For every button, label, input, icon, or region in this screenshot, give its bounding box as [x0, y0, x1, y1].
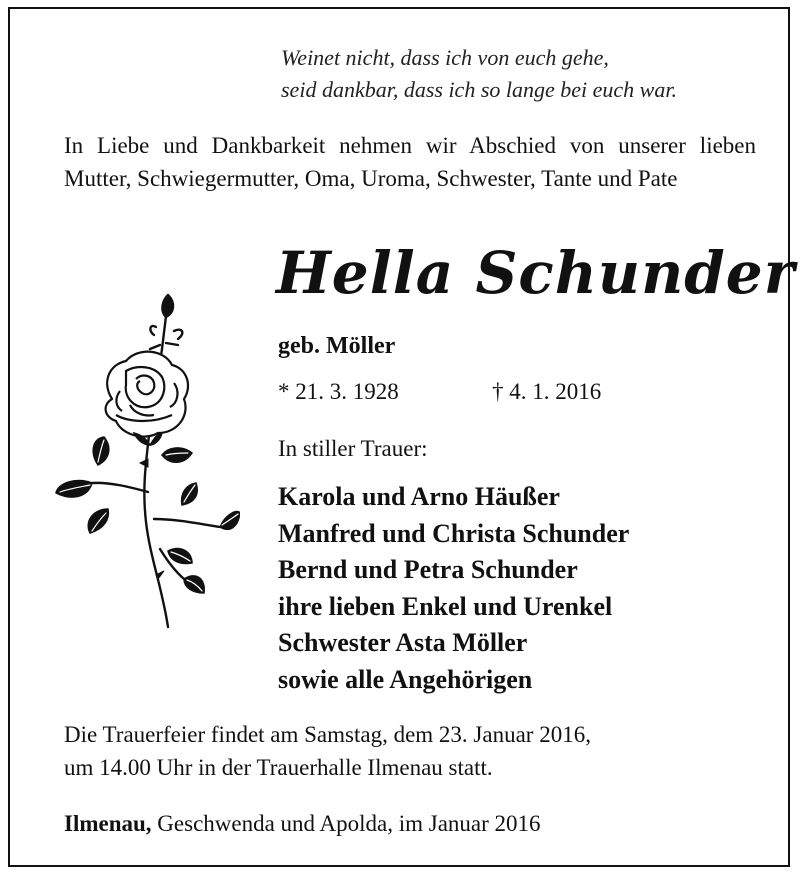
epigraph: [281, 42, 781, 106]
mourners-list: [278, 479, 629, 698]
deceased-name: Hella Schunder: [276, 239, 796, 307]
maiden-name: geb. Möller: [278, 333, 396, 359]
death-date: † 4. 1. 2016: [492, 379, 602, 404]
ceremony-line-1: Die Trauerfeier findet am Samstag, dem 23. Januar 2016,: [64, 722, 591, 747]
epigraph-line-1: Weinet nicht, dass ich von euch gehe,: [281, 45, 609, 70]
birth-date: * 21. 3. 1928: [278, 379, 399, 404]
ceremony-notice: [64, 718, 764, 784]
place-city: Ilmenau,: [64, 811, 152, 836]
rose-icon: [50, 287, 240, 647]
intro-text: In Liebe und Dankbarkeit nehmen wir Abschied von unserer lieben Mutter, Schwiegermutter, Oma, Uroma, Schwester, Tante und Pate: [64, 133, 756, 191]
ceremony-line-2: um 14.00 Uhr in der Trauerhalle Ilmenau statt.: [64, 755, 493, 780]
mourner-item: Bernd und Petra Schunder: [278, 555, 578, 584]
mourner-item: sowie alle Angehörigen: [278, 664, 533, 694]
place-rest: Geschwenda und Apolda, im Januar 2016: [151, 811, 541, 836]
obituary-card: [8, 7, 796, 867]
mourning-label: In stiller Trauer:: [278, 436, 428, 461]
mourner-item: Karola und Arno Häußer: [278, 482, 560, 511]
mourner-item: ihre lieben Enkel und Urenkel: [278, 591, 613, 621]
mourner-item: Manfred und Christa Schunder: [278, 518, 630, 548]
place-date-line: [64, 808, 541, 840]
mourner-item: Schwester Asta Möller: [278, 628, 528, 657]
epigraph-line-2: seid dankbar, dass ich so lange bei euch war.: [281, 77, 677, 102]
